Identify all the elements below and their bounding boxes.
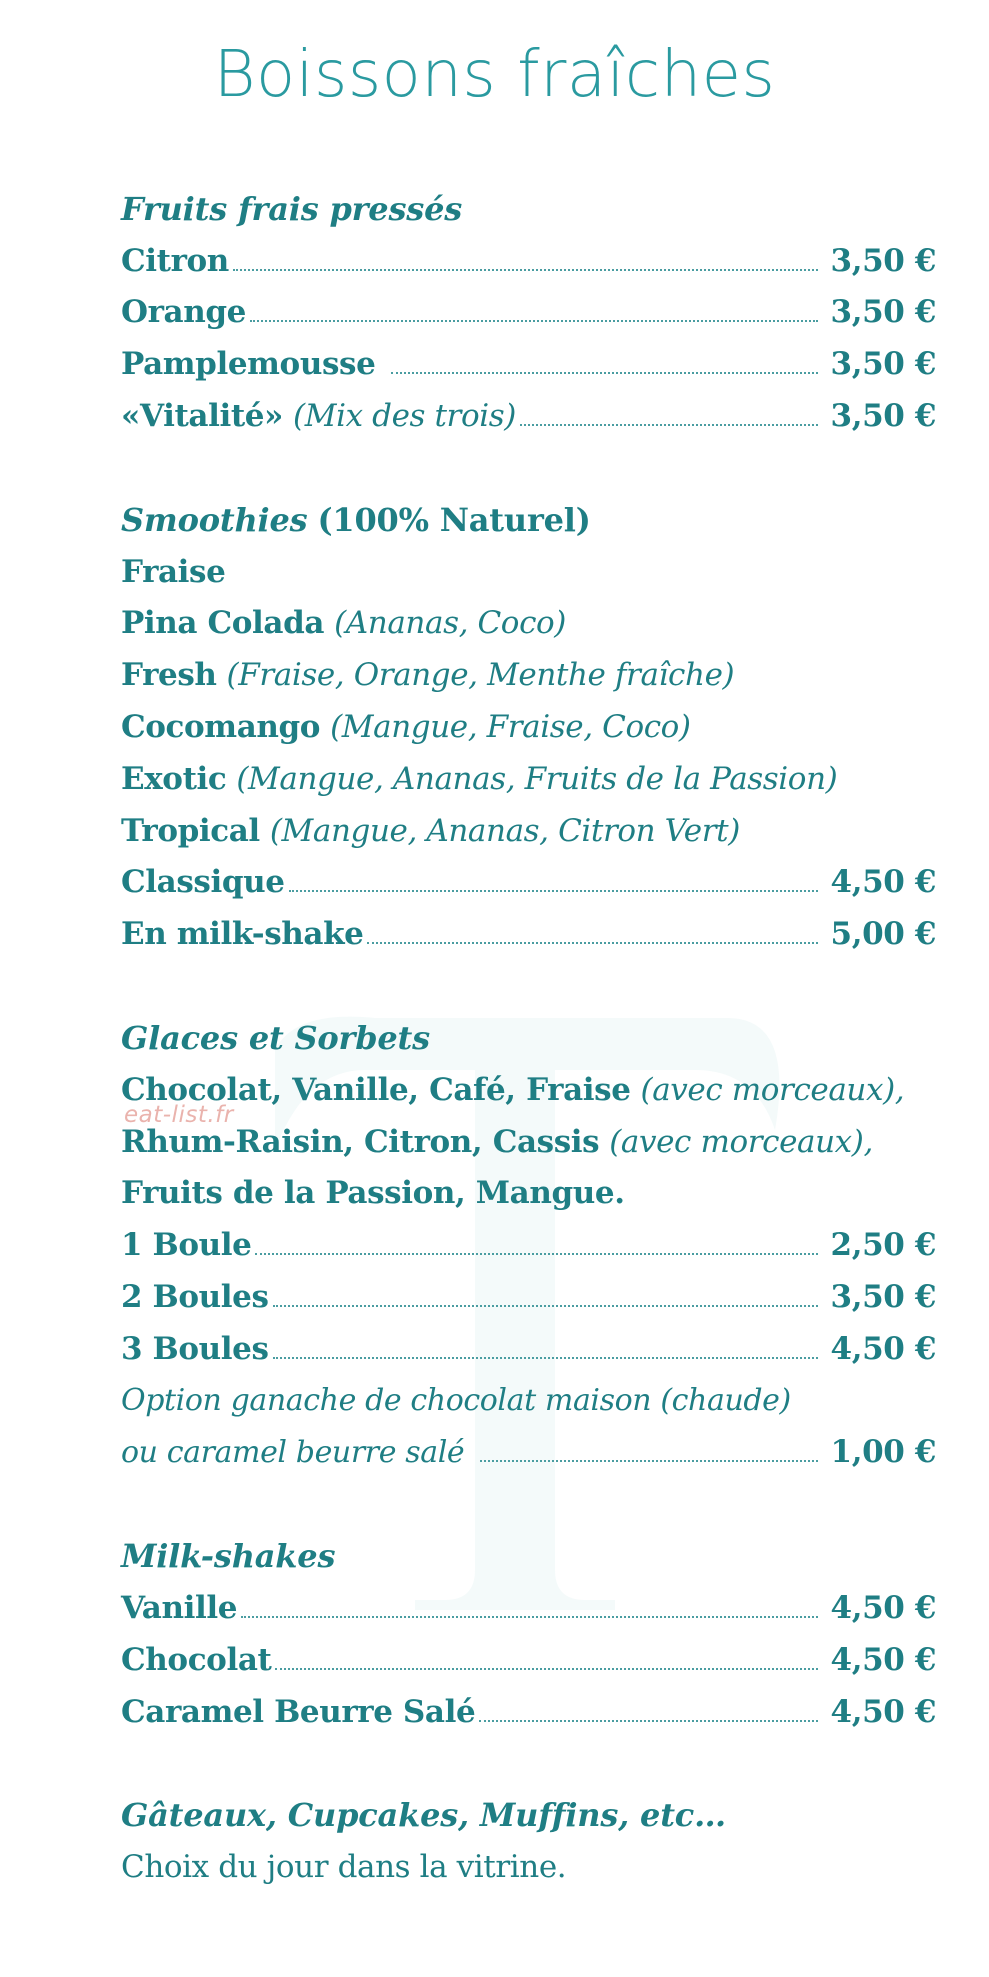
flavor-line: Fruits de la Passion, Mangue. <box>121 1175 625 1212</box>
item-price: 3,50 € <box>830 242 936 279</box>
flavor-note: (avec morceaux), <box>609 1123 873 1160</box>
menu-item <box>121 1271 936 1323</box>
menu-item <box>121 857 936 909</box>
flavor-line: Chocolat, Vanille, Café, Fraise (avec morceaux), <box>121 1071 905 1108</box>
flavor-ingredients: (Fraise, Orange, Menthe fraîche) <box>226 657 735 694</box>
menu-item <box>121 390 936 442</box>
dotted-leader <box>520 424 818 426</box>
item-price: 3,50 € <box>830 346 936 383</box>
dotted-leader <box>241 1616 818 1618</box>
menu-item <box>121 235 936 287</box>
section-glaces <box>121 1012 936 1478</box>
menu-item <box>121 1219 936 1271</box>
section-heading: Gâteaux, Cupcakes, Muffins, etc… <box>121 1796 726 1835</box>
item-name: Orange <box>121 294 246 331</box>
flavor-ingredients: (Mangue, Ananas, Fruits de la Passion) <box>236 760 838 797</box>
item-name: 1 Boule <box>121 1227 252 1264</box>
item-price: 2,50 € <box>830 1227 936 1264</box>
item-price: 4,50 € <box>830 1590 936 1627</box>
section-heading: Smoothies (100% Naturel) <box>121 500 591 539</box>
heading-note: (100% Naturel) <box>317 500 591 539</box>
smoothie-flavor: Exotic (Mangue, Ananas, Fruits de la Passion) <box>121 760 838 797</box>
item-name: En milk-shake <box>121 916 364 953</box>
item-note: (Mix des trois) <box>293 398 516 435</box>
item-name: 3 Boules <box>121 1330 269 1367</box>
dotted-leader <box>250 320 818 322</box>
item-price: 3,50 € <box>830 294 936 331</box>
item-name: «Vitalité» (Mix des trois) <box>121 398 516 435</box>
dotted-leader <box>289 890 818 892</box>
item-price: 3,50 € <box>830 1279 936 1316</box>
item-price: 4,50 € <box>830 1641 936 1678</box>
dotted-leader <box>233 269 818 271</box>
flavor-ingredients: (Mangue, Ananas, Citron Vert) <box>269 812 740 849</box>
dotted-leader <box>273 1357 818 1359</box>
dotted-leader <box>367 942 818 944</box>
option-text: Option ganache de chocolat maison (chaude) <box>121 1383 791 1419</box>
dotted-leader <box>275 1668 818 1670</box>
item-name: Citron <box>121 242 229 279</box>
menu-list <box>121 183 936 1893</box>
menu-item <box>121 1634 936 1686</box>
smoothie-flavor: Fresh (Fraise, Orange, Menthe fraîche) <box>121 657 735 694</box>
item-price: 4,50 € <box>830 1693 936 1730</box>
section-smoothies <box>121 494 936 960</box>
item-name: Caramel Beurre Salé <box>121 1693 476 1730</box>
menu-item <box>121 287 936 339</box>
section-fruits <box>121 183 936 442</box>
section-gateaux <box>121 1790 936 1894</box>
menu-item <box>121 1323 936 1375</box>
item-price: 4,50 € <box>830 1330 936 1367</box>
item-price: 3,50 € <box>830 398 936 435</box>
item-name: Classique <box>121 864 285 901</box>
smoothie-flavor: Cocomango (Mangue, Fraise, Coco) <box>121 709 691 746</box>
option-price: 1,00 € <box>830 1434 936 1471</box>
item-name: 2 Boules <box>121 1279 269 1316</box>
dotted-leader <box>480 1460 818 1462</box>
menu-item <box>121 908 936 960</box>
flavor-ingredients: (Ananas, Coco) <box>334 605 566 642</box>
section-heading: Fruits frais pressés <box>121 189 463 228</box>
flavor-ingredients: (Mangue, Fraise, Coco) <box>330 709 691 746</box>
section-heading: Milk-shakes <box>121 1537 336 1576</box>
smoothie-flavor: Pina Colada (Ananas, Coco) <box>121 605 566 642</box>
option-item <box>121 1427 936 1479</box>
item-name: Vanille <box>121 1590 238 1627</box>
dotted-leader <box>255 1253 818 1255</box>
flavor-line: Rhum-Raisin, Citron, Cassis (avec morceaux), <box>121 1123 873 1160</box>
section-heading: Glaces et Sorbets <box>121 1019 430 1058</box>
menu-item <box>121 338 936 390</box>
smoothie-flavor: Tropical (Mangue, Ananas, Citron Vert) <box>121 812 740 849</box>
page-title: Boissons fraîches <box>213 38 776 112</box>
gateaux-description: Choix du jour dans la vitrine. <box>121 1849 567 1886</box>
menu-item <box>121 1582 936 1634</box>
dotted-leader <box>391 372 818 374</box>
menu-item <box>121 1686 936 1738</box>
watermark-text: eat-list.fr <box>124 1102 234 1128</box>
dotted-leader <box>479 1720 818 1722</box>
item-price: 5,00 € <box>830 916 936 953</box>
item-name: Chocolat <box>121 1641 272 1678</box>
option-name: ou caramel beurre salé <box>121 1434 465 1470</box>
item-price: 4,50 € <box>830 864 936 901</box>
smoothie-flavor: Fraise <box>121 553 226 590</box>
flavor-note: (avec morceaux), <box>640 1071 905 1108</box>
section-milkshakes <box>121 1530 936 1737</box>
dotted-leader <box>273 1305 818 1307</box>
item-name: Pamplemousse <box>121 346 376 383</box>
